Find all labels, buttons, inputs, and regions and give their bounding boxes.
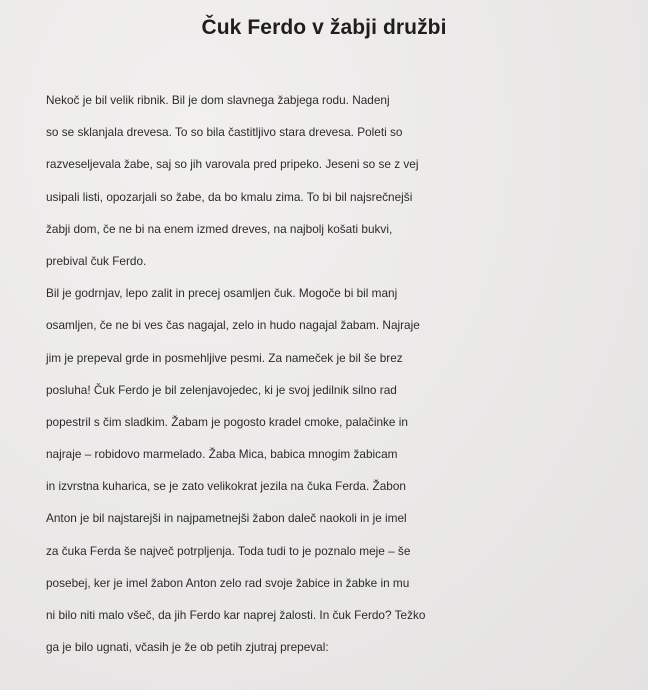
text-line: Bil je godrnjav, lepo zalit in precej osamljen čuk. Mogoče bi bil manj xyxy=(46,286,398,301)
text-line: so se sklanjala drevesa. To so bila častitljivo stara drevesa. Poleti so xyxy=(46,125,403,140)
text-line: Anton je bil najstarejši in najpametnejši žabon daleč naokoli in je imel xyxy=(46,511,407,526)
text-line: in izvrstna kuharica, se je zato velikokrat jezila na čuka Ferda. Žabon xyxy=(46,479,406,494)
text-line: jim je prepeval grde in posmehljive pesmi. Za nameček je bil še brez xyxy=(46,350,403,365)
text-line: posluha! Čuk Ferdo je bil zelenjavojedec, ki je svoj jedilnik silno rad xyxy=(46,382,397,397)
text-line: najraje – robidovo marmelado. Žaba Mica, babica mnogim žabicam xyxy=(46,447,398,462)
text-line: razveseljevala žabe, saj so jih varovala pred pripeko. Jeseni so se z vej xyxy=(46,157,419,172)
text-line: ni bilo niti malo všeč, da jih Ferdo kar naprej žalosti. In čuk Ferdo? Težko xyxy=(46,608,426,622)
text-line: posebej, ker je imel žabon Anton zelo rad svoje žabice in žabke in mu xyxy=(46,575,410,590)
text-line: Nekoč je bil velik ribnik. Bil je dom slavnega žabjega rodu. Nadenj xyxy=(46,93,390,107)
text-line: popestril s čim sladkim. Žabam je pogosto kradel cmoke, palačinke in xyxy=(46,414,408,429)
text-line: za čuka Ferda še največ potrpljenja. Toda tudi to je poznalo meje – še xyxy=(46,543,411,558)
story-text xyxy=(46,84,636,663)
text-line: prebival čuk Ferdo. xyxy=(46,253,147,268)
text-line: žabji dom, če ne bi na enem izmed dreves, na najbolj košati bukvi, xyxy=(46,221,393,236)
text-line: ga je bilo ugnati, včasih je že ob petih zjutraj prepeval: xyxy=(46,640,329,655)
text-line: osamljen, če ne bi ves čas nagajal, zelo in hudo nagajal žabam. Najraje xyxy=(46,318,420,333)
text-line: usipali listi, opozarjali so žabe, da bo kmalu zima. To bi bil najsrečnejši xyxy=(46,189,413,204)
page-title: Čuk Ferdo v žabji družbi xyxy=(201,16,447,39)
